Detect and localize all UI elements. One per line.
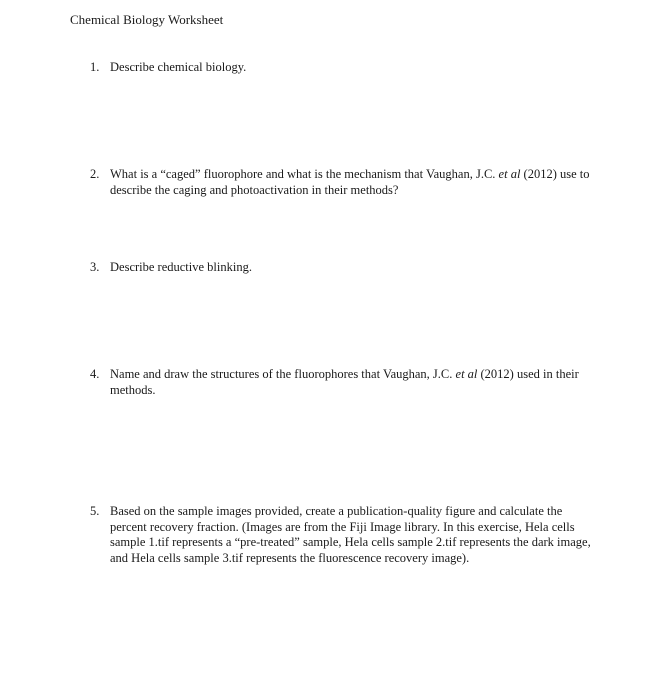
question-2 [90,167,600,198]
question-text-part: What is a “caged” fluorophore and what is the mechanism that Vaughan, J.C. [110,167,499,181]
question-1 [90,60,600,76]
question-text-part: (2012) use to describe the caging and photoactivation in their methods? [110,167,590,197]
question-text-body: Based on the sample images provided, create a publication-quality figure and calculate the percent recovery fraction. (Images are from the Fiji Image library. In this exercise, Hela cells sample 1.tif represents a “pre-treated” sample, Hela cells sample 2.tif represents the dark image, and Hela cells sample 3.tif represents the fluorescence recovery image). [110,504,591,565]
question-number: 2. [90,167,100,181]
question-number: 1. [90,60,100,74]
question-number: 4. [90,367,100,381]
question-text-body: Describe reductive blinking. [110,260,252,274]
question-text [110,60,600,76]
question-text [110,167,600,198]
question-4 [90,367,600,398]
question-text-part: (2012) used in their methods. [110,367,579,397]
worksheet-title: Chemical Biology Worksheet [70,12,224,27]
question-text-body: Describe chemical biology. [110,60,247,74]
question-3 [90,260,600,276]
question-text [110,367,600,398]
question-text [110,260,600,276]
question-number: 3. [90,260,100,274]
question-5 [90,504,600,566]
question-text-part: Name and draw the structures of the fluorophores that Vaughan, J.C. [110,367,456,381]
question-text-italic: et al [455,367,478,381]
question-text [110,504,600,566]
question-number: 5. [90,504,100,518]
question-text-italic: et al [498,167,521,181]
